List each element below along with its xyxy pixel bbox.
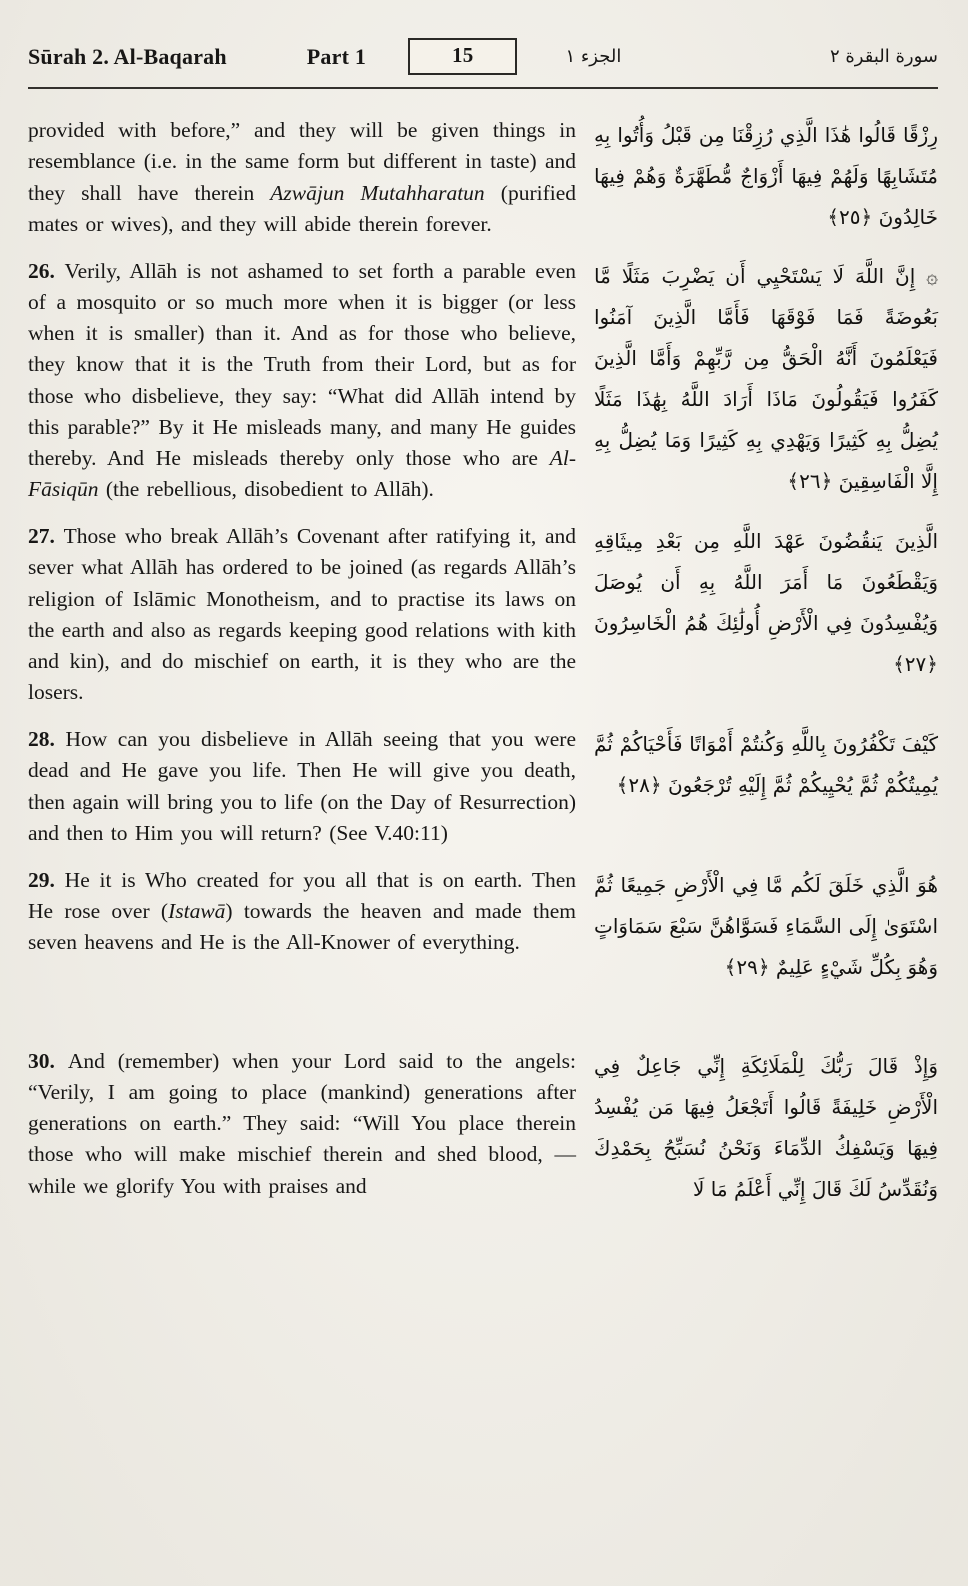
verse-section (28, 521, 938, 708)
translation-text: Verily, Allāh is not ashamed to set forth a parable even of a mosquito or so much more when it is bigger (or less when it is smaller) than it. And as for those who believe, they know that it is the Truth from their Lord, but as for those who disbelieve, they say: “What did Allāh intend by this parable?” By it He misleads many, and many He guides thereby. And He misleads thereby only those who are (28, 258, 576, 470)
translation-text: He it is Who created for you all that is on earth. Then He rose over ( (28, 867, 576, 924)
english-translation (28, 256, 576, 505)
page-content (28, 115, 938, 1210)
translation-text: Those who break Allāh’s Covenant after ratifying it, and sever what Allāh has ordered to be joined (as regards Allāh’s religion of Islāmic Monotheism, and to practise its laws on the earth and also as regards keeping good relations with kith and kin), and do mischief on earth, it is they who are the losers. (28, 524, 576, 705)
arabic-verse: وَإِذْ قَالَ رَبُّكَ لِلْمَلَائِكَةِ إِنِّي جَاعِلٌ فِي الْأَرْضِ خَلِيفَةً قَالُوا أَتَجْعَلُ فِيهَا مَن يُفْسِدُ فِيهَا وَيَسْفِكُ الدِّمَاءَ وَنَحْنُ نُسَبِّحُ بِحَمْدِكَ وَنُقَدِّسُ لَكَ قَالَ إِنِّي أَعْلَمُ مَا لَا (594, 1053, 938, 1201)
translation-text: (purified mates or wives), and they will abide therein forever. (28, 180, 577, 236)
verse-section (28, 115, 938, 240)
verse-section (28, 724, 938, 849)
translation-text: ) towards the heaven and made them seven heavens and He is the All-Knower of everything. (28, 899, 576, 955)
verse-number: 27. (28, 524, 64, 549)
verse-section (28, 1046, 938, 1210)
surah-arabic-label: سورة البقرة ٢ (829, 46, 938, 68)
translation-text: provided with before,” and they will be given things in resemblance (i.e. in the same form but different in taste) and they shall have therein (28, 118, 576, 205)
transliterated-term: Azwājun Mutahharatun (270, 180, 485, 205)
arabic-verse: الَّذِينَ يَنقُضُونَ عَهْدَ اللَّهِ مِن بَعْدِ مِيثَاقِهِ وَيَقْطَعُونَ مَا أَمَرَ اللَّهُ بِهِ أَن يُوصَلَ وَيُفْسِدُونَ فِي الْأَرْضِ أُولَٰئِكَ هُمُ الْخَاسِرُونَ ﴿٢٧﴾ (594, 529, 938, 677)
verse-number: 30. (28, 1048, 68, 1073)
verse-number: 26. (28, 258, 65, 283)
english-translation (28, 865, 576, 988)
arabic-verse: ۞ إِنَّ اللَّهَ لَا يَسْتَحْيِي أَن يَضْرِبَ مَثَلًا مَّا بَعُوضَةً فَمَا فَوْقَهَا فَأَمَّا الَّذِينَ آمَنُوا فَيَعْلَمُونَ أَنَّهُ الْحَقُّ مِن رَّبِّهِمْ وَأَمَّا الَّذِينَ كَفَرُوا فَيَقُولُونَ مَاذَا أَرَادَ اللَّهُ بِهَٰذَا مَثَلًا يُضِلُّ بِهِ كَثِيرًا وَيَهْدِي بِهِ كَثِيرًا وَمَا يُضِلُّ بِهِ إِلَّا الْفَاسِقِينَ ﴿٢٦﴾ (594, 263, 938, 493)
translation-text: And (remember) when your Lord said to the angels: “Verily, I am going to place (mankind) generations after generations on earth.” They said: “Will You place therein those who will make mischief therein and shed blood, — while we glorify You with praises and (28, 1048, 576, 1198)
arabic-verse: رِزْقًا قَالُوا هَٰذَا الَّذِي رُزِقْنَا مِن قَبْلُ وَأُتُوا بِهِ مُتَشَابِهًا وَلَهُمْ فِيهَا أَزْوَاجٌ مُّطَهَّرَةٌ وَهُمْ فِيهَا خَالِدُونَ ﴿٢٥﴾ (594, 123, 938, 230)
transliterated-term: Istawā (168, 899, 226, 924)
page-number-box: 15 (408, 38, 517, 75)
part-label: Part 1 (306, 43, 367, 69)
surah-title: Sūrah 2. Al-Baqarah (28, 43, 227, 69)
english-translation (28, 521, 576, 708)
english-translation (28, 115, 576, 240)
verse-number: 29. (28, 867, 65, 892)
juz-arabic-label: الجزء ١ (565, 46, 622, 68)
english-translation (28, 724, 576, 849)
header-divider (28, 87, 938, 89)
arabic-verse: كَيْفَ تَكْفُرُونَ بِاللَّهِ وَكُنتُمْ أَمْوَاتًا فَأَحْيَاكُمْ ثُمَّ يُمِيتُكُمْ ثُمَّ يُحْيِيكُمْ ثُمَّ إِلَيْهِ تُرْجَعُونَ ﴿٢٨﴾ (594, 732, 938, 798)
verse-section (28, 256, 938, 505)
verse-section (28, 865, 938, 988)
transliterated-term: Al-Fāsiqūn (28, 445, 576, 502)
page-header (28, 38, 938, 75)
arabic-verse: هُوَ الَّذِي خَلَقَ لَكُم مَّا فِي الْأَرْضِ جَمِيعًا ثُمَّ اسْتَوَىٰ إِلَى السَّمَاءِ فَسَوَّاهُنَّ سَبْعَ سَمَاوَاتٍ وَهُوَ بِكُلِّ شَيْءٍ عَلِيمٌ ﴿٢٩﴾ (594, 872, 938, 979)
english-translation (28, 1046, 576, 1210)
translation-text: How can you disbelieve in Allāh seeing that you were dead and He gave you life. Then He will give you death, then again will bring you to life (on the Day of Resurrection) and then to Him you will return? (See V.40:11) (28, 727, 577, 845)
translation-text: (the rebellious, disobedient to Allāh). (98, 477, 434, 502)
verse-number: 28. (28, 727, 66, 752)
